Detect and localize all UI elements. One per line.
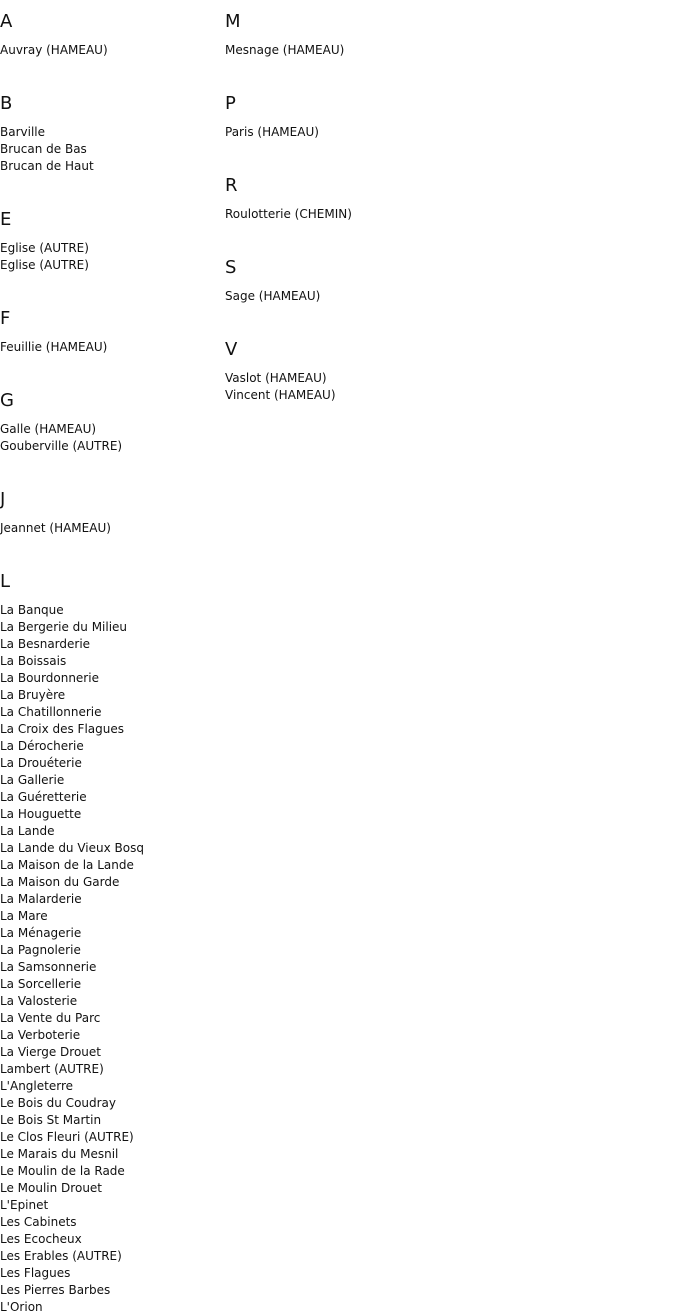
section-a [0,11,225,59]
section-letter-heading: B [0,93,13,114]
place-name: Brucan de Bas [0,142,87,156]
place-name: La Ménagerie [0,926,82,940]
section-l [0,571,225,1316]
place-list [0,124,225,175]
place-name: La Drouéterie [0,756,82,770]
place-name: La Boissais [0,654,67,668]
section-j [0,489,225,537]
place-name: La Houguette [0,807,82,821]
place-name: Brucan de Haut [0,159,94,173]
place-list [225,124,665,141]
place-name: La Bourdonnerie [0,671,99,685]
place-name: L'Epinet [0,1198,49,1212]
place-name: Auvray (HAMEAU) [0,43,108,57]
place-name: Jeannet (HAMEAU) [0,521,111,535]
place-list [225,288,665,305]
section-spacer [225,223,665,246]
section-spacer [225,305,665,328]
section-spacer [0,455,225,478]
section-letter-heading: V [225,339,238,360]
place-list [0,240,225,274]
place-list [0,42,225,59]
right-column [225,0,665,404]
place-list [225,370,665,404]
place-name: Le Clos Fleuri (AUTRE) [0,1130,134,1144]
place-name: La Bergerie du Milieu [0,620,128,634]
place-name: La Vierge Drouet [0,1045,101,1059]
place-name: Gouberville (AUTRE) [0,439,123,453]
place-name: Roulotterie (CHEMIN) [225,207,352,221]
place-name: Feuillie (HAMEAU) [0,340,108,354]
place-name: Mesnage (HAMEAU) [225,43,345,57]
place-name: La Croix des Flagues [0,722,125,736]
place-name: La Verboterie [0,1028,81,1042]
place-name: Les Cabinets [0,1215,77,1229]
place-name: Vincent (HAMEAU) [225,388,336,402]
place-name: L'Orion [0,1300,43,1314]
place-list [0,602,225,1316]
place-name: La Vente du Parc [0,1011,101,1025]
place-name: Lambert (AUTRE) [0,1062,104,1076]
section-letter-heading: R [225,175,238,196]
section-v [225,339,665,404]
place-list [0,339,225,356]
place-name: Barville [0,125,46,139]
section-spacer [0,356,225,379]
place-name: Les Ecocheux [0,1232,82,1246]
section-e [0,209,225,274]
section-f [0,308,225,356]
place-name: La Sorcellerie [0,977,82,991]
place-name: Le Moulin Drouet [0,1181,103,1195]
place-name: La Banque [0,603,64,617]
place-name: La Dérocherie [0,739,84,753]
section-letter-heading: F [0,308,11,329]
section-b [0,93,225,175]
place-name: Paris (HAMEAU) [225,125,319,139]
section-letter-heading: E [0,209,12,230]
place-name: Les Erables (AUTRE) [0,1249,122,1263]
place-name: Le Moulin de la Rade [0,1164,125,1178]
place-name: La Pagnolerie [0,943,81,957]
section-spacer [0,274,225,297]
section-spacer [0,175,225,198]
section-r [225,175,665,223]
section-letter-heading: J [0,489,6,510]
place-name: La Samsonnerie [0,960,97,974]
section-letter-heading: M [225,11,241,32]
place-name: Le Marais du Mesnil [0,1147,119,1161]
place-name: La Maison de la Lande [0,858,134,872]
place-name: Galle (HAMEAU) [0,422,97,436]
place-list [225,42,665,59]
place-name: Sage (HAMEAU) [225,289,321,303]
section-letter-heading: P [225,93,236,114]
section-letter-heading: L [0,571,11,592]
place-list [225,206,665,223]
place-name: La Maison du Garde [0,875,120,889]
place-name: La Valosterie [0,994,78,1008]
section-s [225,257,665,305]
place-name: La Gallerie [0,773,65,787]
place-name: Le Bois du Coudray [0,1096,117,1110]
place-name: Eglise (AUTRE) [0,258,89,272]
section-letter-heading: S [225,257,237,278]
place-name: Eglise (AUTRE) [0,241,89,255]
place-list [0,421,225,455]
section-letter-heading: A [0,11,13,32]
section-m [225,11,665,59]
place-name: La Lande [0,824,55,838]
place-name: La Lande du Vieux Bosq [0,841,144,855]
place-name: La Bruyère [0,688,66,702]
section-spacer [225,59,665,82]
place-name: La Mare [0,909,48,923]
left-column [0,0,225,1316]
section-g [0,390,225,455]
place-name: La Besnarderie [0,637,91,651]
place-name: La Guéretterie [0,790,87,804]
place-name: La Chatillonnerie [0,705,102,719]
place-name: Les Flagues [0,1266,71,1280]
place-name: Vaslot (HAMEAU) [225,371,327,385]
place-name: L'Angleterre [0,1079,73,1093]
place-name: Le Bois St Martin [0,1113,102,1127]
section-spacer [0,59,225,82]
section-p [225,93,665,141]
section-letter-heading: G [0,390,14,411]
place-name: La Malarderie [0,892,82,906]
place-list [0,520,225,537]
section-spacer [225,141,665,164]
place-name: Les Pierres Barbes [0,1283,111,1297]
section-spacer [0,537,225,560]
